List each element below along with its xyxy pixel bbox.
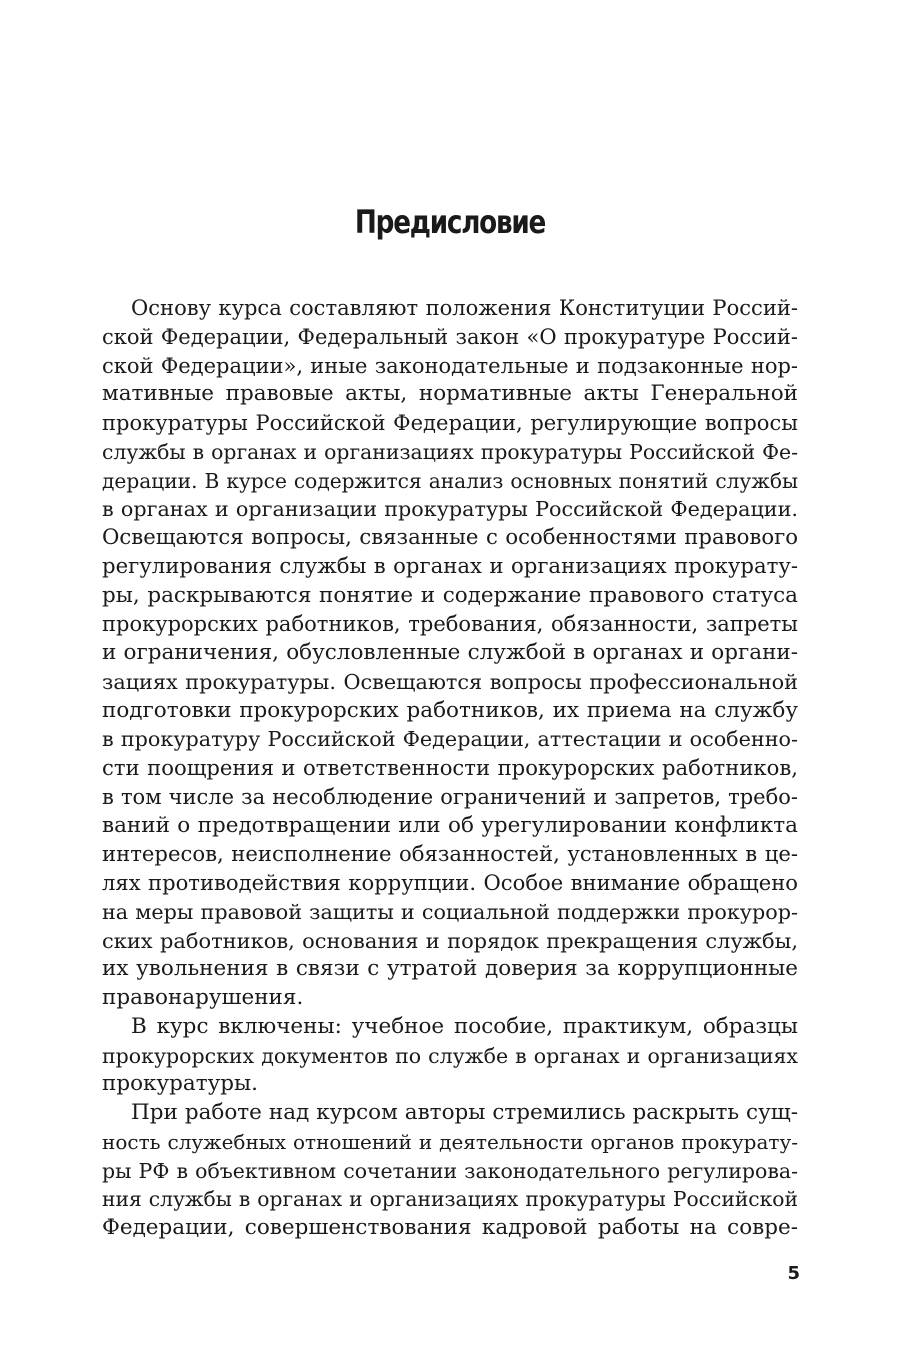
text-line: и ограничения, обусловленные службой в органах и органи- [102, 640, 798, 665]
text-line: в том числе за несоблюдение ограничений и запретов, требо- [102, 784, 798, 809]
text-line: Основу курса составляют положения Конституции Россий- [131, 295, 798, 320]
text-line: Освещаются вопросы, связанные с особенностями правового [102, 525, 798, 550]
page-title: Предисловие [354, 203, 546, 241]
text-line: прокуратуры Российской Федерации, регулирующие вопросы [102, 410, 798, 435]
text-line: ской Федерации, Федеральный закон «О прокуратуре Россий- [102, 323, 798, 349]
text-line: подготовки прокурорских работников, их приема на службу [102, 697, 798, 723]
text-line: зациях прокуратуры. Освещаются вопросы профессиональной [102, 669, 798, 694]
text-line: В курс включены: учебное пособие, практикум, образцы [131, 1013, 798, 1039]
text-line: в органах и организации прокуратуры Российской Федерации. [102, 497, 798, 522]
text-line: При работе над курсом авторы стремились раскрыть сущ- [131, 1100, 798, 1125]
text-line: ность служебных отношений и деятельности органов прокурату- [102, 1129, 798, 1154]
text-line: мативные правовые акты, нормативные акты Генеральной [102, 381, 798, 407]
text-line: интересов, неисполнение обязанностей, установленных в це- [102, 841, 798, 867]
text-line: их увольнения в связи с утратой доверия за коррупционные [102, 956, 798, 982]
paragraph-3 [102, 1099, 798, 1243]
text-line: ваний о предотвращении или об урегулировании конфликта [102, 812, 798, 838]
text-line: правонарушения. [102, 985, 304, 1010]
text-line: службы в органах и организациях прокуратуры Российской Фе- [102, 439, 798, 464]
text-line: регулирования службы в органах и организациях прокурату- [102, 553, 798, 579]
text-line: Федерации, совершенствования кадровой работы на совре- [102, 1215, 798, 1240]
text-line: ры РФ в объективном сочетании законодательного регулирова- [102, 1158, 798, 1183]
text-line: прокурорских документов по службе в органах и организациях [102, 1043, 798, 1068]
body-text [102, 294, 798, 1243]
text-line: на меры правовой защиты и социальной поддержки прокурор- [102, 899, 798, 924]
text-line: дерации. В курсе содержится анализ основных понятий службы [102, 468, 798, 493]
text-line: ских работников, основания и порядок прекращения службы, [102, 928, 798, 953]
text-line: в прокуратуру Российской Федерации, аттестации и особенно- [102, 727, 798, 752]
page-number: 5 [787, 1263, 800, 1284]
text-line: ской Федерации», иные законодательные и подзаконные нор- [102, 353, 798, 378]
paragraph-1 [102, 294, 798, 1013]
text-line: сти поощрения и ответственности прокурорских работников, [102, 755, 798, 780]
text-line: прокурорских работников, требования, обязанности, запреты [102, 611, 798, 637]
text-line: ры, раскрываются понятие и содержание правового статуса [102, 582, 798, 608]
text-line: ния службы в органах и организациях прокуратуры Российской [102, 1187, 798, 1212]
text-line: лях противодействия коррупции. Особое внимание обращено [102, 870, 798, 895]
paragraph-2 [102, 1013, 798, 1099]
text-line: прокуратуры. [102, 1071, 258, 1097]
